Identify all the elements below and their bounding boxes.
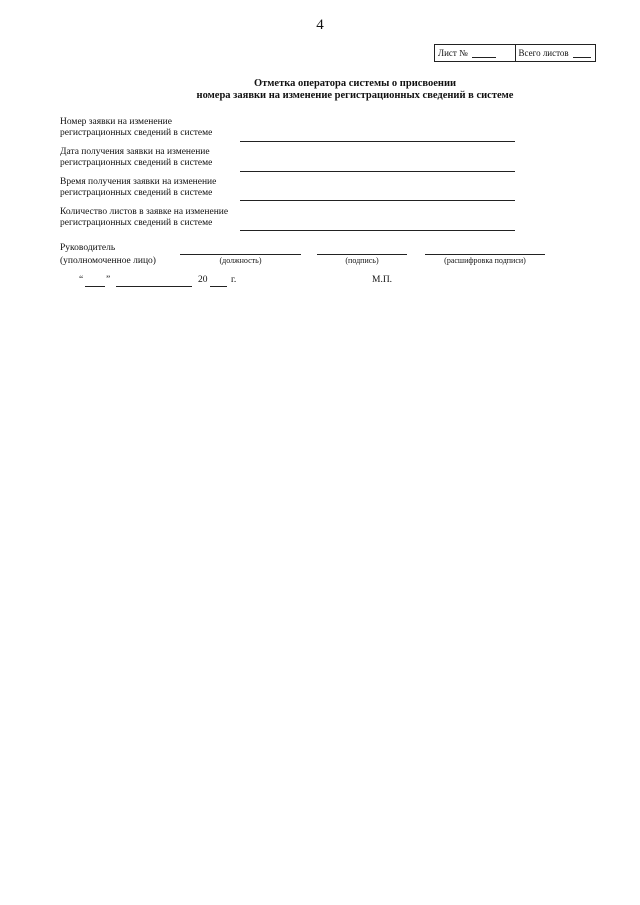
sheet-count-line[interactable] <box>240 230 515 231</box>
field-label-line: Время получения заявки на изменение <box>60 177 217 187</box>
decoding-caption: (расшифровка подписи) <box>444 256 526 265</box>
date-close-quote: ” <box>106 275 111 285</box>
field-label-line: Количество листов в заявке на изменение <box>60 207 229 217</box>
application-number-line[interactable] <box>240 141 515 142</box>
year-suffix: г. <box>231 275 237 285</box>
field-receipt-time <box>60 177 245 199</box>
page-number: 4 <box>316 17 324 33</box>
day-line[interactable] <box>85 286 105 287</box>
year-prefix: 20 <box>198 275 208 285</box>
field-label-line: Дата получения заявки на изменение <box>60 147 210 157</box>
head-sub-label: (уполномоченное лицо) <box>60 256 156 266</box>
signature-caption: (подпись) <box>345 256 379 265</box>
doc-title-line-1: Отметка оператора системы о присвоении <box>253 78 457 89</box>
receipt-date-line[interactable] <box>240 171 515 172</box>
field-label-line: Номер заявки на изменение <box>60 117 172 127</box>
position-caption: (должность) <box>219 256 262 265</box>
receipt-time-line[interactable] <box>240 200 515 201</box>
field-receipt-date <box>60 147 245 169</box>
doc-title-line-2: номера заявки на изменение регистрационных сведений в системе <box>196 90 514 101</box>
field-label-line: регистрационных сведений в системе <box>60 188 213 198</box>
field-label-line: регистрационных сведений в системе <box>60 218 213 228</box>
year-line[interactable] <box>210 286 227 287</box>
month-line[interactable] <box>116 286 192 287</box>
total-sheets-blank[interactable] <box>573 49 591 58</box>
signature-line[interactable] <box>317 254 407 255</box>
sheet-counter-box <box>434 44 596 62</box>
stamp-placeholder: М.П. <box>372 275 393 285</box>
head-label: Руководитель <box>60 243 116 253</box>
field-label-line: регистрационных сведений в системе <box>60 128 213 138</box>
sheet-number-blank[interactable] <box>472 49 496 58</box>
sheet-number-cell <box>435 45 515 61</box>
date-open-quote: “ <box>79 275 84 285</box>
total-sheets-label: Всего листов <box>518 48 569 58</box>
field-label-line: регистрационных сведений в системе <box>60 158 213 168</box>
total-sheets-cell <box>515 45 596 61</box>
sheet-number-label: Лист № <box>438 48 468 58</box>
decoding-line[interactable] <box>425 254 545 255</box>
position-line[interactable] <box>180 254 301 255</box>
field-application-number <box>60 117 245 139</box>
field-sheet-count <box>60 207 245 229</box>
